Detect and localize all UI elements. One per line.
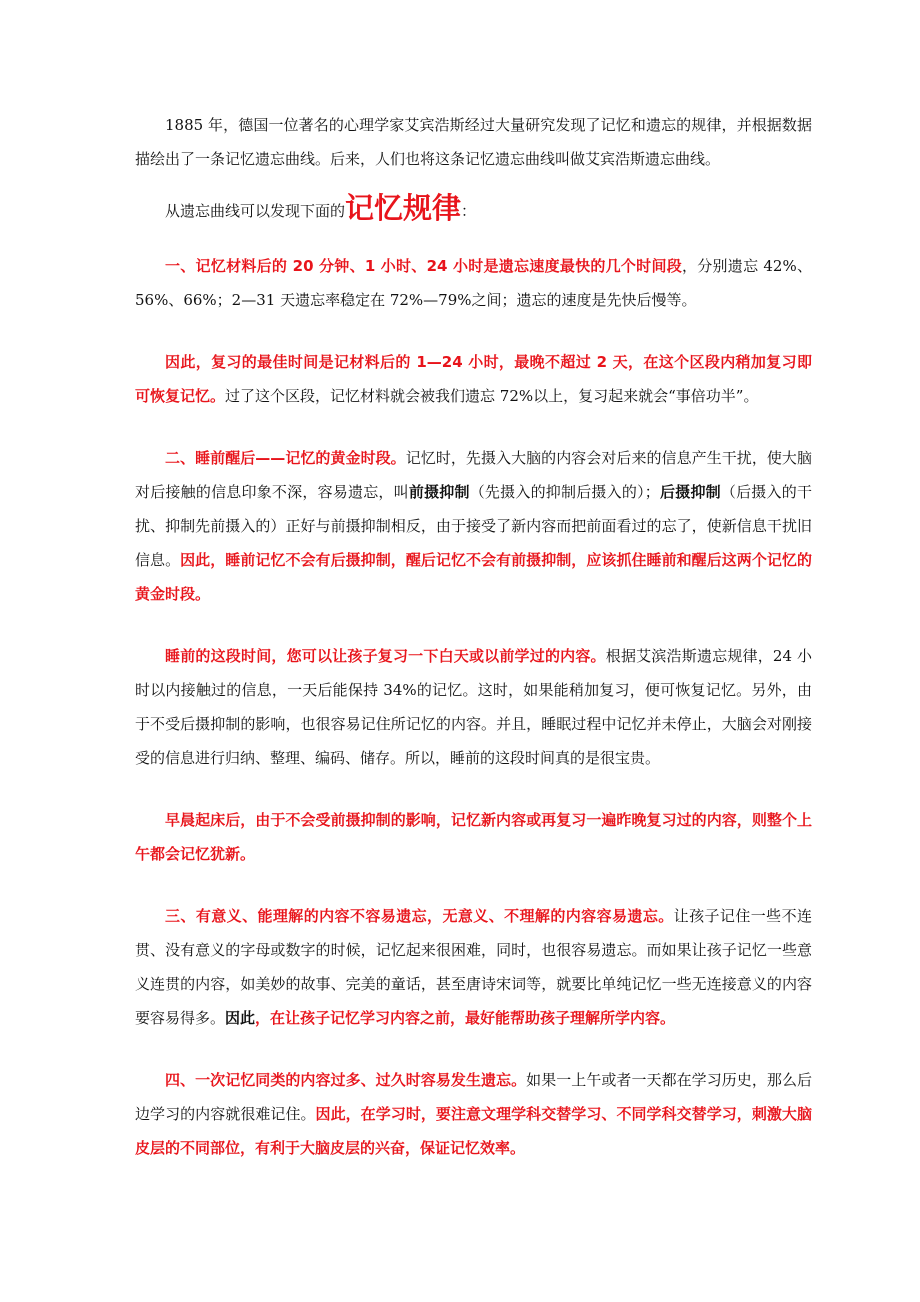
- section-2-emphasis: 因此，睡前记忆不会有后摄抑制，醒后记忆不会有前摄抑制，应该抓住睡前和醒后这两个记忆的黄金时段。: [135, 551, 812, 603]
- heading-paragraph: [135, 188, 812, 231]
- intro-text: 1885 年，德国一位著名的心理学家艾宾浩斯经过大量研究发现了记忆和遗忘的规律，并根据数据描绘出了一条记忆遗忘曲线。后来，人们也将这条记忆遗忘曲线叫做艾宾浩斯遗忘曲线。: [135, 116, 812, 168]
- term-retroactive-inhibition: 后摄抑制: [659, 483, 721, 501]
- section-4-heading: 四、一次记忆同类的内容过多、过久时容易发生遗忘。: [165, 1071, 527, 1089]
- heading-suffix: ：: [461, 202, 477, 220]
- section-2b-text: 根据艾滨浩斯遗忘规律，24 小时以内接触过的信息，一天后能保持 34%的记忆。这时，如果能稍加复习，便可恢复记忆。另外，由于不受后摄抑制的影响，也很容易记住所记忆的内容。并且，睡眠过程中记忆并未停止，大脑会对刚接受的信息进行归纳、整理、编码、储存。所以，睡前的这段时间真的是很宝贵。: [135, 647, 812, 767]
- section-2-text-2: （先摄入的抑制后摄入的）；: [469, 483, 660, 501]
- section-3-emphasis: ，在让孩子记忆学习内容之前，最好能帮助孩子理解所学内容。: [255, 1009, 676, 1027]
- section-2-heading: 二、睡前醒后——记忆的黄金时段。: [165, 449, 406, 467]
- term-proactive-inhibition: 前摄抑制: [408, 483, 470, 501]
- section-1-heading: 一、记忆材料后的 20 分钟、1 小时、24 小时是遗忘速度最快的几个时间段: [165, 257, 682, 275]
- section-2-text-3: （后摄入的干扰、抑制先前摄入的）正好与前摄抑制相反，由于接受了新内容而把前面看过的忘了，使新信息干扰旧信息。: [135, 483, 812, 569]
- section-3-heading: 三、有意义、能理解的内容不容易遗忘，无意义、不理解的内容容易遗忘。: [165, 907, 674, 925]
- section-2c-paragraph: [135, 803, 812, 871]
- section-3-paragraph: [135, 899, 812, 1035]
- section-4-text: 如果一上午或者一天都在学习历史，那么后边学习的内容就很难记住。: [135, 1071, 812, 1123]
- section-1-paragraph: [135, 249, 812, 317]
- section-3-therefore: 因此: [225, 1009, 256, 1027]
- intro-paragraph: [135, 108, 812, 176]
- section-1b-text: 过了这个区段，记忆材料就会被我们遗忘 72%以上，复习起来就会“事倍功半”。: [225, 387, 759, 405]
- section-2-text-1: 记忆时，先摄入大脑的内容会对后来的信息产生干扰，使大脑对后接触的信息印象不深，容易遗忘，叫: [135, 449, 812, 501]
- section-1b-paragraph: [135, 345, 812, 413]
- section-1b-emphasis: 因此，复习的最佳时间是记材料后的 1—24 小时，最晚不超过 2 天，在这个区段内稍加复习即可恢复记忆。: [135, 353, 812, 405]
- section-3-text: 让孩子记住一些不连贯、没有意义的字母或数字的时候，记忆起来很困难，同时，也很容易遗忘。而如果让孩子记忆一些意义连贯的内容，如美妙的故事、完美的童话，甚至唐诗宋词等，就要比单纯记忆一些无连接意义的内容要容易得多。: [135, 907, 812, 1027]
- section-2-paragraph: [135, 441, 812, 611]
- memory-rules-title: 记忆规律: [345, 191, 462, 225]
- section-2b-paragraph: [135, 639, 812, 775]
- section-1-text: ，分别遗忘 42%、56%、66%；2—31 天遗忘率稳定在 72%—79%之间；遗忘的速度是先快后慢等。: [135, 257, 813, 309]
- heading-prefix: 从遗忘曲线可以发现下面的: [165, 202, 346, 220]
- section-4-paragraph: [135, 1063, 812, 1165]
- section-2b-emphasis: 睡前的这段时间，您可以让孩子复习一下白天或以前学过的内容。: [165, 647, 606, 665]
- section-2c-emphasis: 早晨起床后，由于不会受前摄抑制的影响，记忆新内容或再复习一遍昨晚复习过的内容，则整个上午都会记忆犹新。: [135, 811, 812, 863]
- section-4-emphasis: 因此，在学习时，要注意文理学科交替学习、不同学科交替学习，刺激大脑皮层的不同部位，有利于大脑皮层的兴奋，保证记忆效率。: [135, 1105, 812, 1157]
